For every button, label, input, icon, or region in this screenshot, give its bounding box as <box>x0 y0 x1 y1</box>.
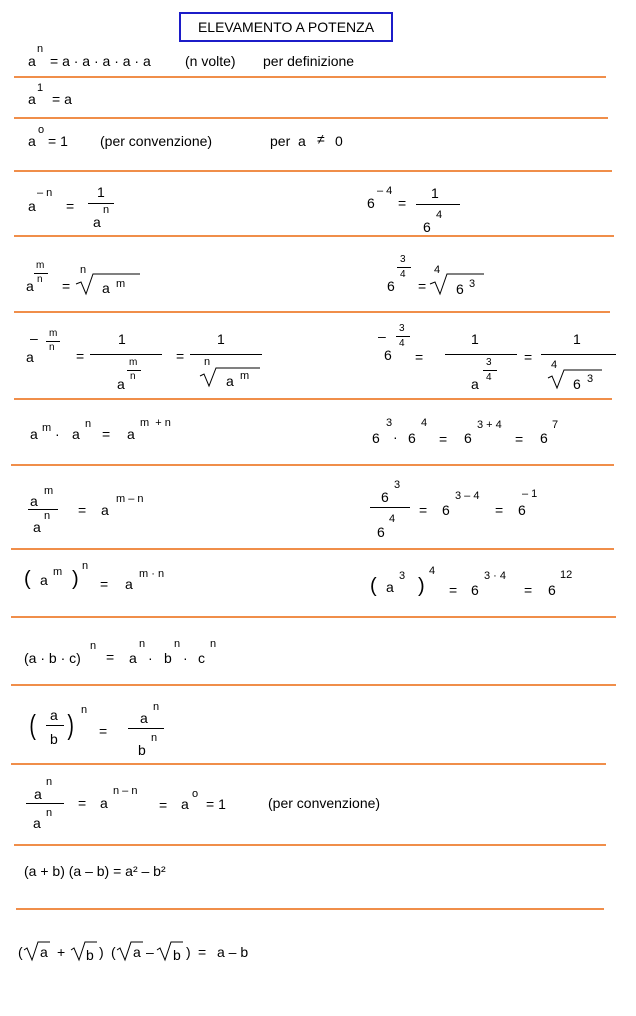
product-expansion: = a · a · a · a · a <box>50 53 151 69</box>
final-exponent: o <box>192 788 199 800</box>
divider <box>14 844 606 846</box>
exponent-denominator: n <box>49 342 55 353</box>
equals: = <box>78 502 87 518</box>
radicand-exponent: m <box>240 370 250 382</box>
denominator-base: a <box>117 376 125 392</box>
example-exponent: 4 <box>421 417 428 429</box>
example-equals: = <box>524 349 533 365</box>
example-final-base: 6 <box>548 582 556 598</box>
example-equals: = <box>524 582 533 598</box>
dot: · <box>55 426 60 442</box>
radicand: b <box>173 947 181 963</box>
base: a <box>28 198 36 214</box>
example-numerator: 1 <box>471 331 479 347</box>
divider <box>14 398 612 400</box>
example-exponent: 3 <box>386 417 393 429</box>
example-equals: = <box>418 278 427 294</box>
root-index: n <box>80 264 87 276</box>
example-denominator-base: a <box>471 376 479 392</box>
exponent-bar <box>397 267 411 268</box>
fraction-bar <box>370 507 410 508</box>
left-bracket: ( <box>29 709 36 740</box>
example-base: 6 <box>367 195 375 211</box>
denominator-exponent: n <box>44 510 51 522</box>
right-paren: ) <box>186 944 191 960</box>
example-numerator-base: 6 <box>381 489 389 505</box>
right-bracket: ) <box>67 709 74 740</box>
result-base: a <box>100 795 108 811</box>
final-result: = 1 <box>206 796 226 812</box>
numerator: 1 <box>217 331 225 347</box>
base: a <box>28 53 36 69</box>
example-right-paren: ) <box>418 575 425 597</box>
equals: = <box>176 348 185 364</box>
example-exponent-sum: 3 + 4 <box>477 419 502 431</box>
radicand-exponent: m <box>116 278 126 290</box>
example-exponent-numerator: 3 <box>399 323 405 334</box>
equals: = <box>78 795 87 811</box>
minus-sign: – <box>30 330 38 346</box>
factor-b: b <box>164 650 172 666</box>
base: a <box>72 426 80 442</box>
fraction-bar <box>128 728 164 729</box>
divider <box>11 616 616 618</box>
result-base: a <box>125 576 133 592</box>
example-denominator-exponent-denominator: 4 <box>486 372 492 383</box>
denominator-exponent: n <box>46 807 53 819</box>
example-equals: = <box>415 349 424 365</box>
example-exponent-denominator: 4 <box>399 338 405 349</box>
example-denominator-exponent: 4 <box>436 209 443 221</box>
example-exponent: 3 <box>399 570 406 582</box>
radicand-base: a <box>102 280 110 296</box>
base: a <box>127 426 135 442</box>
example-radicand-base: 6 <box>573 376 581 392</box>
divider <box>14 117 608 119</box>
example-root-index: 4 <box>551 359 558 371</box>
example-base: 6 <box>387 278 395 294</box>
example-left-paren: ( <box>370 575 377 597</box>
example-denominator-exponent-numerator: 3 <box>486 357 492 368</box>
example-exponent: – 4 <box>377 185 393 197</box>
radicand: a <box>133 944 141 960</box>
example-equals: = <box>515 431 524 447</box>
example-numerator: 1 <box>573 331 581 347</box>
radicand-base: a <box>226 373 234 389</box>
divider <box>11 548 614 550</box>
fraction-bar <box>28 509 58 510</box>
exponent: m <box>53 566 63 578</box>
example-equals: = <box>495 502 504 518</box>
base: a <box>26 349 34 365</box>
equals: = <box>159 797 168 813</box>
dot: · <box>148 650 153 666</box>
fraction-bar <box>445 354 517 355</box>
fraction-bar <box>90 354 162 355</box>
result-numerator: a <box>140 710 148 726</box>
dot: · <box>183 650 188 666</box>
divider <box>14 170 612 172</box>
example-base: a <box>386 579 394 595</box>
definition-note: per definizione <box>263 53 355 69</box>
numerator-exponent: m <box>44 485 54 497</box>
base: a <box>26 278 34 294</box>
result: a – b <box>217 944 249 960</box>
equals: = <box>102 426 111 442</box>
denominator-exponent: n <box>103 204 110 216</box>
divider <box>14 235 614 237</box>
example-base: 6 <box>384 347 392 363</box>
identity: (a + b) (a – b) = a² – b² <box>24 863 166 879</box>
divider <box>16 908 604 910</box>
result: = a <box>52 91 72 107</box>
example-result-base: 6 <box>442 502 450 518</box>
example-dot: · <box>393 429 398 445</box>
product-in-parens: (a · b · c) <box>24 650 81 666</box>
example-result-exponent: 3 – 4 <box>455 490 480 502</box>
exponent-sum: m + n <box>140 417 171 429</box>
example-numerator-exponent: 3 <box>394 479 401 491</box>
example-base: 6 <box>408 430 416 446</box>
denominator-exponent-numerator: m <box>129 357 138 368</box>
right-paren: ) <box>99 944 104 960</box>
fraction-bar <box>26 803 64 804</box>
equals: = <box>66 198 75 214</box>
example-result-exponent: 7 <box>552 419 559 431</box>
example-minus-sign: – <box>378 328 386 344</box>
minus-sign: – <box>146 944 154 960</box>
denominator-exponent-denominator: n <box>130 371 136 382</box>
result-exponent: m · n <box>139 568 165 580</box>
equals: = <box>106 649 115 665</box>
fraction-bar <box>416 204 460 205</box>
denominator: b <box>50 731 58 747</box>
result-denominator: b <box>138 742 146 758</box>
example-base: 6 <box>372 430 380 446</box>
equals: = <box>100 576 109 592</box>
equals: = <box>198 944 207 960</box>
denominator-base: a <box>33 519 41 535</box>
root-index: n <box>204 356 211 368</box>
outer-exponent: n <box>82 560 89 572</box>
example-equals: = <box>449 582 458 598</box>
base: a <box>30 426 38 442</box>
exponent-bar <box>483 370 497 371</box>
example-denominator-base: 6 <box>377 524 385 540</box>
exponent: n <box>139 638 146 650</box>
factor-c: c <box>198 650 205 666</box>
result: = 1 <box>48 133 68 149</box>
example-final-exponent: 12 <box>560 569 573 581</box>
fraction-bar <box>541 354 616 355</box>
exponent: n <box>81 704 88 716</box>
exponent-denominator: n <box>37 274 43 285</box>
numerator-base: a <box>34 786 42 802</box>
numerator-base: a <box>30 493 38 509</box>
condition-value: 0 <box>335 133 343 149</box>
divider <box>14 311 610 313</box>
right-paren: ) <box>72 568 79 590</box>
exponent-bar <box>396 336 410 337</box>
exponent: n <box>210 638 217 650</box>
radicand: a <box>40 944 48 960</box>
example-exponent-denominator: 4 <box>400 269 406 280</box>
example-result-base: 6 <box>540 430 548 446</box>
factor-a: a <box>129 650 137 666</box>
exponent: n <box>85 418 92 430</box>
exponent: – n <box>37 187 53 199</box>
example-radicand-exponent: 3 <box>587 373 594 385</box>
example-equals: = <box>398 195 407 211</box>
exponent: n <box>174 638 181 650</box>
fraction-bar <box>88 203 114 204</box>
example-equals: = <box>439 431 448 447</box>
radicand: b <box>86 947 94 963</box>
not-equal-sign: ≠ <box>317 131 325 147</box>
convention-note: (per convenzione) <box>100 133 213 149</box>
divider <box>11 684 616 686</box>
example-denominator: 6 <box>423 219 431 235</box>
example-equals: = <box>419 502 428 518</box>
example-result-exponent: 3 · 4 <box>484 570 507 582</box>
numerator-exponent: n <box>46 776 53 788</box>
divider <box>11 763 606 765</box>
base: a <box>28 133 36 149</box>
exponent: n <box>90 640 97 652</box>
exponent-numerator: m <box>49 328 58 339</box>
result-numerator-exponent: n <box>153 701 160 713</box>
plus-sign: + <box>57 944 66 960</box>
example-outer-exponent: 4 <box>429 565 436 577</box>
result-denominator-exponent: n <box>151 732 158 744</box>
times-note: (n volte) <box>185 53 236 69</box>
denominator: a <box>93 214 101 230</box>
equals: = <box>99 723 108 739</box>
example-result-base: 6 <box>471 582 479 598</box>
exponent-numerator: m <box>36 260 45 271</box>
fraction-bar <box>190 354 262 355</box>
divider <box>14 76 606 78</box>
equals: = <box>62 278 71 294</box>
denominator-base: a <box>33 815 41 831</box>
exponent: o <box>38 124 45 136</box>
example-final-base: 6 <box>518 502 526 518</box>
base: a <box>28 91 36 107</box>
left-paren: ( <box>24 568 31 590</box>
example-exponent-numerator: 3 <box>400 254 406 265</box>
fraction-bar <box>46 725 64 726</box>
exponent: m <box>42 422 52 434</box>
exponent: 1 <box>37 82 44 94</box>
base: a <box>40 572 48 588</box>
exponent: n <box>37 43 44 55</box>
numerator: 1 <box>97 184 105 200</box>
numerator: 1 <box>118 331 126 347</box>
equals: = <box>76 348 85 364</box>
result-base: a <box>101 502 109 518</box>
example-base: 6 <box>464 430 472 446</box>
result-exponent: m – n <box>116 493 144 505</box>
left-paren: ( <box>111 944 116 960</box>
example-root-index: 4 <box>434 264 441 276</box>
example-radicand-base: 6 <box>456 281 464 297</box>
divider <box>11 464 614 466</box>
convention-note: (per convenzione) <box>268 795 381 811</box>
example-numerator: 1 <box>431 185 439 201</box>
example-denominator-exponent: 4 <box>389 513 396 525</box>
example-final-exponent: – 1 <box>522 488 538 500</box>
page-title: ELEVAMENTO A POTENZA <box>179 12 393 42</box>
left-paren: ( <box>18 944 23 960</box>
radical-sign <box>71 942 99 962</box>
final-base: a <box>181 796 189 812</box>
result-exponent: n – n <box>113 785 138 797</box>
condition-label: per a <box>270 133 306 149</box>
numerator: a <box>50 707 58 723</box>
example-radicand-exponent: 3 <box>469 278 476 290</box>
